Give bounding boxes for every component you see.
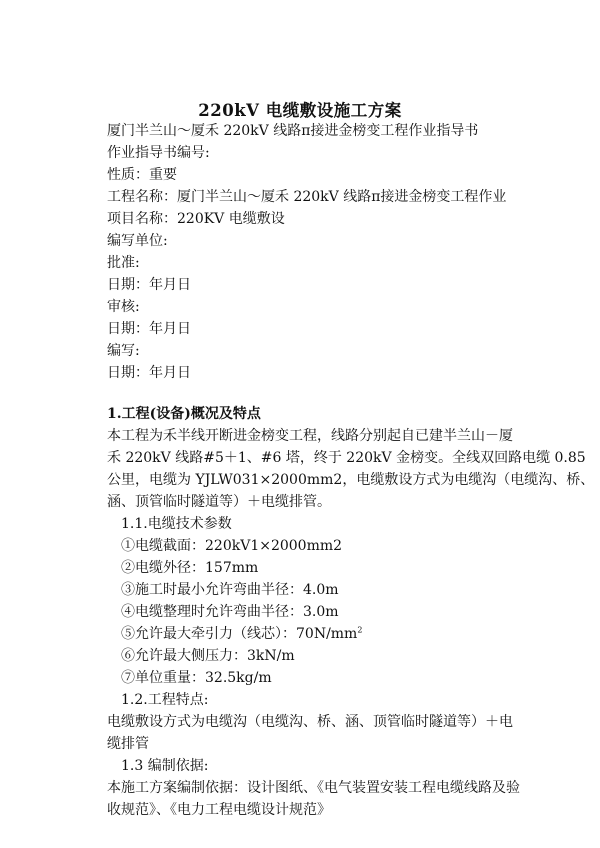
- subsection-1-2-heading: 1.2.工程特点:: [121, 692, 209, 708]
- param-6: ⑥允许最大侧压力：3kN/m: [121, 648, 295, 664]
- project-name-line: 工程名称：厦门半兰山～厦禾 220kV 线路π接进金榜变工程作业: [107, 189, 507, 205]
- document-title: 220kV 电缆敷设施工方案: [198, 101, 402, 120]
- param-5-text: ⑤允许最大牵引力（线芯）：70N/mm: [121, 626, 358, 642]
- basis-line-2: 收规范》、《电力工程电缆设计规范》: [107, 802, 331, 818]
- intro-line-1: 本工程为禾半线开断进金榜变工程，线路分别起自已建半兰山－厦: [107, 428, 513, 444]
- basis-line-1: 本施工方案编制依据：设计图纸、《电气装置安装工程电缆线路及验: [107, 780, 520, 796]
- project-subtitle: 厦门半兰山～厦禾 220kV 线路π接进金榜变工程作业指导书: [107, 123, 479, 139]
- item-name-line: 项目名称：220KV 电缆敷设: [107, 211, 285, 227]
- param-1: ①电缆截面：220kV1×2000mm2: [121, 538, 343, 554]
- param-7: ⑦单位重量：32.5kg/m: [121, 670, 272, 686]
- subsection-1-1-heading: 1.1.电缆技术参数: [121, 516, 232, 532]
- guide-number-label: 作业指导书编号:: [107, 145, 210, 161]
- review-line: 审核:: [107, 299, 140, 315]
- author-unit-line: 编写单位:: [107, 233, 168, 249]
- param-4: ④电缆整理时允许弯曲半径：3.0m: [121, 604, 339, 620]
- write-date-line: 日期：年月日: [107, 365, 191, 381]
- write-line: 编写:: [107, 343, 140, 359]
- review-date-line: 日期：年月日: [107, 321, 191, 337]
- intro-line-3: 公里，电缆为 YJLW031×2000mm2，电缆敷设方式为电缆沟（电缆沟、桥、: [107, 472, 595, 488]
- section-1-heading: 1.工程(设备)概况及特点: [107, 406, 261, 422]
- features-line-1: 电缆敷设方式为电缆沟（电缆沟、桥、涵、顶管临时隧道等）＋电: [107, 714, 513, 730]
- approve-line: 批准:: [107, 255, 140, 271]
- approve-date-line: 日期：年月日: [107, 277, 191, 293]
- subsection-1-3-heading: 1.3 编制依据:: [121, 758, 209, 774]
- intro-line-4: 涵、顶管临时隧道等）＋电缆排管。: [107, 494, 331, 510]
- param-5-superscript: 2: [357, 625, 363, 635]
- intro-line-2: 禾 220kV 线路#5＋1、#6 塔，终于 220kV 金榜变。全线双回路电缆 0.85: [107, 450, 586, 466]
- param-5: [121, 624, 362, 644]
- nature-line: 性质：重要: [107, 167, 177, 183]
- param-2: ②电缆外径：157mm: [121, 560, 259, 576]
- param-3: ③施工时最小允许弯曲半径：4.0m: [121, 582, 339, 598]
- features-line-2: 缆排管: [107, 736, 149, 752]
